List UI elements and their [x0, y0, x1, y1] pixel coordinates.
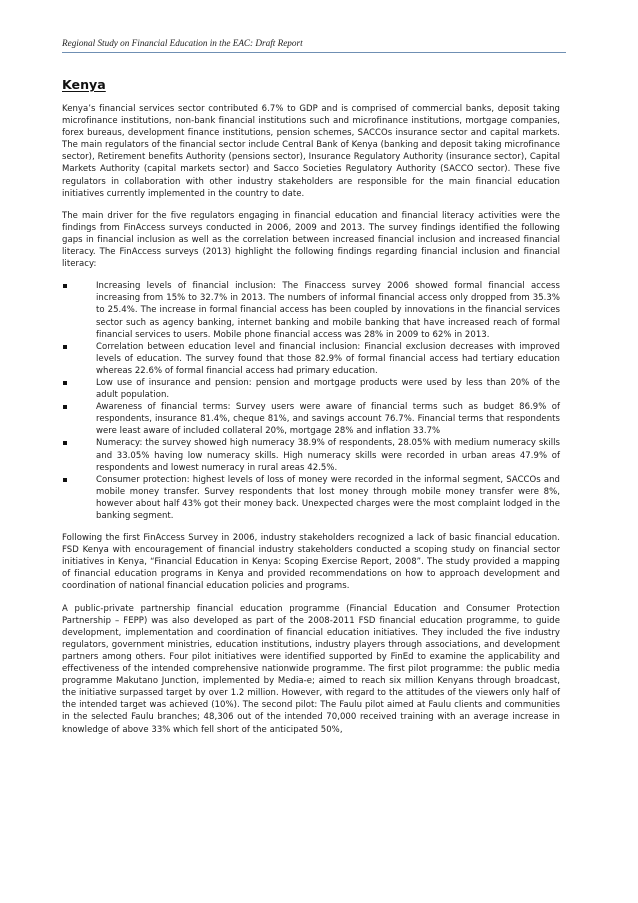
finding-item — [62, 377, 560, 401]
finding-item — [62, 341, 560, 377]
driver-paragraph: The main driver for the five regulators engaging in financial education and financial literacy activities were the findings from FinAccess surveys conducted in 2006, 2009 and 2013. The survey findings identified the following gaps in financial inclusion as well as the correlation between increased financial inclusion and increased financial literacy. The FinAccess surveys (2013) highlight the following findings regarding financial inclusion and financial literacy: — [62, 210, 560, 270]
finding-text: Numeracy: the survey showed high numeracy 38.9% of respondents, 28.05% with medium numeracy skills and 33.05% having low numeracy skills. High numeracy skills were recorded in urban areas 47.9% of respondents and lowest numeracy in rural areas 42.5%. — [96, 438, 560, 473]
finding-text: Increasing levels of financial inclusion: The Finaccess survey 2006 showed formal financial access increasing from 15% to 32.7% in 2013. The numbers of informal financial access only dropped from 35.3% to 25.4%. The increase in formal financial access has been coupled by innovations in the financial services sector such as agency banking, internet banking and mobile banking that have increased reach of formal financial services to users. Mobile phone financial access was 28% in 2009 to 62% in 2013. — [96, 281, 560, 340]
running-header: Regional Study on Financial Education in the EAC: Draft Report — [62, 38, 303, 48]
finding-text: Consumer protection: highest levels of loss of money were recorded in the informal segment, SACCOs and mobile money transfer. Survey respondents that lost money through mobile money transfer were 8%, however about half 43% got their money back. Unexpected charges were the most complaint lodged in the banking segment. — [96, 474, 560, 521]
finding-text: Low use of insurance and pension: pension and mortgage products were used by less than 20% of the adult population. — [96, 377, 560, 401]
following-paragraph: Following the first FinAccess Survey in 2006, industry stakeholders recognized a lack of basic financial education. FSD Kenya with encouragement of financial industry stakeholders conducted a scoping study on financial sector initiatives in Kenya, “Financial Education in Kenya: Scoping Exercise Report, 2008”. The study provided a mapping of financial education programs in Kenya and provided recommendations on how to approach development and coordination of national financial education policies and programs. — [62, 533, 560, 592]
square-bullet-icon — [63, 441, 67, 445]
finding-item — [62, 474, 560, 522]
page-content — [62, 72, 560, 746]
square-bullet-icon — [63, 345, 67, 349]
finding-text: Correlation between education level and financial inclusion: Financial exclusion decreases with improved levels of education. The survey found that those 82.9% of formal financial access had tertiary education whereas 22.6% of formal financial access had primary education. — [96, 341, 560, 376]
square-bullet-icon — [63, 284, 67, 288]
square-bullet-icon — [63, 478, 67, 482]
findings-list — [62, 280, 560, 522]
header-rule — [62, 52, 566, 53]
intro-paragraph: Kenya’s financial services sector contributed 6.7% to GDP and is comprised of commercial banks, deposit taking microfinance institutions, non-bank financial institutions such and microfinance institutions, mortgage companies, forex bureaus, development finance institutions, pension schemes, SACCOs insurance sector and capital markets. The main regulators of the financial sector include Central Bank of Kenya (banking and deposit taking microfinance sector), Retirement benefits Authority (pensions sector), Insurance Regulatory Authority (insurance sector), Capital Markets Authority (capital markets sector) and Sacco Societies Regulatory Authority (SACCO sector). These five regulators in collaboration with other industry stakeholders are responsible for the main financial education initiatives currently implemented in the country to date. — [62, 104, 560, 199]
finding-item — [62, 280, 560, 340]
finding-text: Awareness of financial terms: Survey users were aware of financial terms such as budget 86.9% of respondents, insurance 81.4%, cheque 81%, and savings account 76.7%. Financial terms that respondents were least aware of included collateral 20%, mortgage 28% and inflation 33.7% — [96, 402, 560, 437]
square-bullet-icon — [63, 381, 67, 385]
finding-item — [62, 401, 560, 437]
square-bullet-icon — [63, 405, 67, 409]
section-heading: Kenya — [62, 77, 106, 92]
partnership-paragraph: A public-private partnership financial education programme (Financial Education and Consumer Protection Partnership – FEPP) was also developed as part of the 2008-2011 FSD financial education programme, to guide development, implementation and coordination of financial education initiatives. They included the five industry regulators, government ministries, education institutions, industry players through associations, and development partners among others. Four pilot initiatives were identified supported by FinEd to examine the applicability and effectiveness of the intended comprehensive nationwide programme. The first pilot programme: the public media programme Makutano Junction, implemented by Media-e; aimed to reach six million Kenyans through broadcast, the initiative surpassed target by over 1.2 million. However, with regard to the attitudes of the viewers only half of the intended target was achieved (10%). The second pilot: The Faulu pilot aimed at Faulu clients and communities in the selected Faulu branches; 48,306 out of the intended 70,000 received training with an average increase in knowledge of above 33% which fell short of the anticipated 50%, — [62, 603, 560, 735]
finding-item — [62, 437, 560, 473]
